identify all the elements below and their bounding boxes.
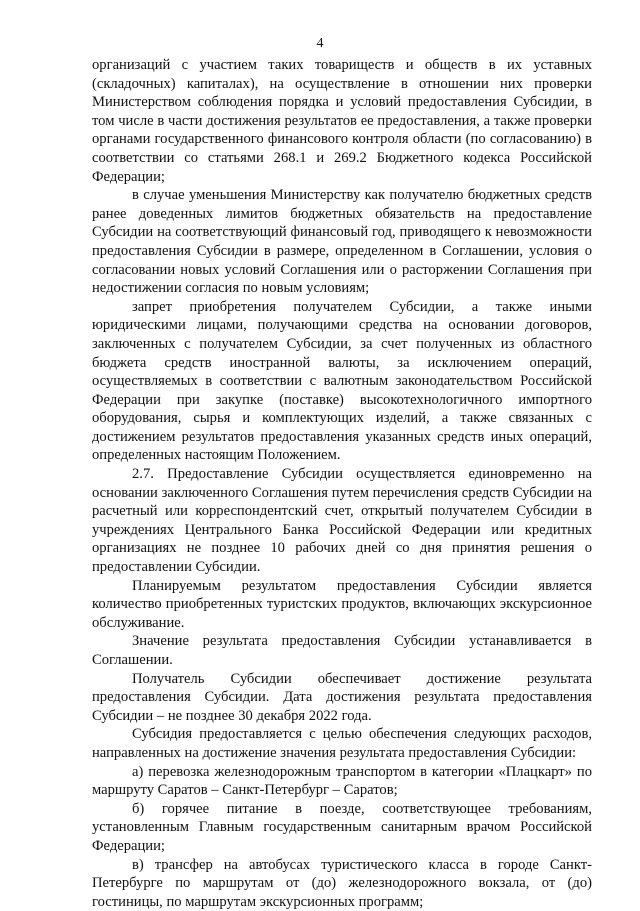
list-item: в) трансфер на автобусах туристического класса в городе Санкт-Петербурге по маршрутам от (до) железнодорожного вокзала, от (до) гостиницы, по маршрутам экскурсионных программ;	[92, 856, 592, 910]
paragraph: запрет приобретения получателем Субсидии, а также иными юридическими лицами, получающими средства на основании договоров, заключенных с получателем Субсидии, за счет полученных из областного бюджета средств иностранной валюты, за исключением операций, осуществляемых в соответствии с валютным законодательством Российской Федерации при закупке (поставке) высокотехнологичного импортного оборудования, сырья и комплектующих изделий, а также связанных с достижением результатов предоставления указанных средств иных операций, определенных настоящим Положением.	[92, 298, 592, 464]
paragraph: Планируемым результатом предоставления Субсидии является количество приобретенных туристских продуктов, включающих экскурсионное обслуживание.	[92, 577, 592, 631]
paragraph: Значение результата предоставления Субсидии устанавливается в Соглашении.	[92, 633, 592, 668]
paragraph: Субсидия предоставляется с целью обеспечения следующих расходов, направленных на достижение значения результата предоставления Субсидии:	[92, 726, 592, 761]
paragraph: в случае уменьшения Министерству как получателю бюджетных средств ранее доведенных лимитов бюджетных обязательств на предоставление Субсидии на соответствующий финансовый год, приводящего к невозможности предоставления Субсидии в размере, определенном в Соглашении, условия о согласовании новых условий Соглашения или о расторжении Соглашения при недостижении согласия по новым условиям;	[92, 187, 592, 297]
page-number: 4	[316, 36, 324, 51]
list-item: б) горячее питание в поезде, соответствующее требованиям, установленным Главным государственным санитарным врачом Российской Федерации;	[92, 800, 592, 854]
paragraph: Получатель Субсидии обеспечивает достижение результата предоставления Субсидии. Дата достижения результата предоставления Субсидии – не позднее 30 декабря 2022 года.	[92, 670, 592, 724]
paragraph: 2.7. Предоставление Субсидии осуществляется единовременно на основании заключенного Соглашения путем перечисления средств Субсидии на расчетный или корреспондентский счет, открытый получателем Субсидии в учреждениях Центрального Банка Российской Федерации или кредитных организациях не позднее 10 рабочих дней со дня принятия решения о предоставлении Субсидии.	[92, 466, 592, 576]
paragraph: организаций с участием таких товариществ и обществ в их уставных (складочных) капиталах), на осуществление в отношении них проверки Министерством соблюдения порядка и условий предоставления Субсидии, в том числе в части достижения результатов ее предоставления, а также проверки органами государственного финансового контроля области (по согласованию) в соответствии со статьями 268.1 и 269.2 Бюджетного кодекса Российской Федерации;	[92, 57, 592, 185]
list-item: а) перевозка железнодорожным транспортом в категории «Плацкарт» по маршруту Саратов – Санкт-Петербург – Саратов;	[92, 763, 592, 799]
